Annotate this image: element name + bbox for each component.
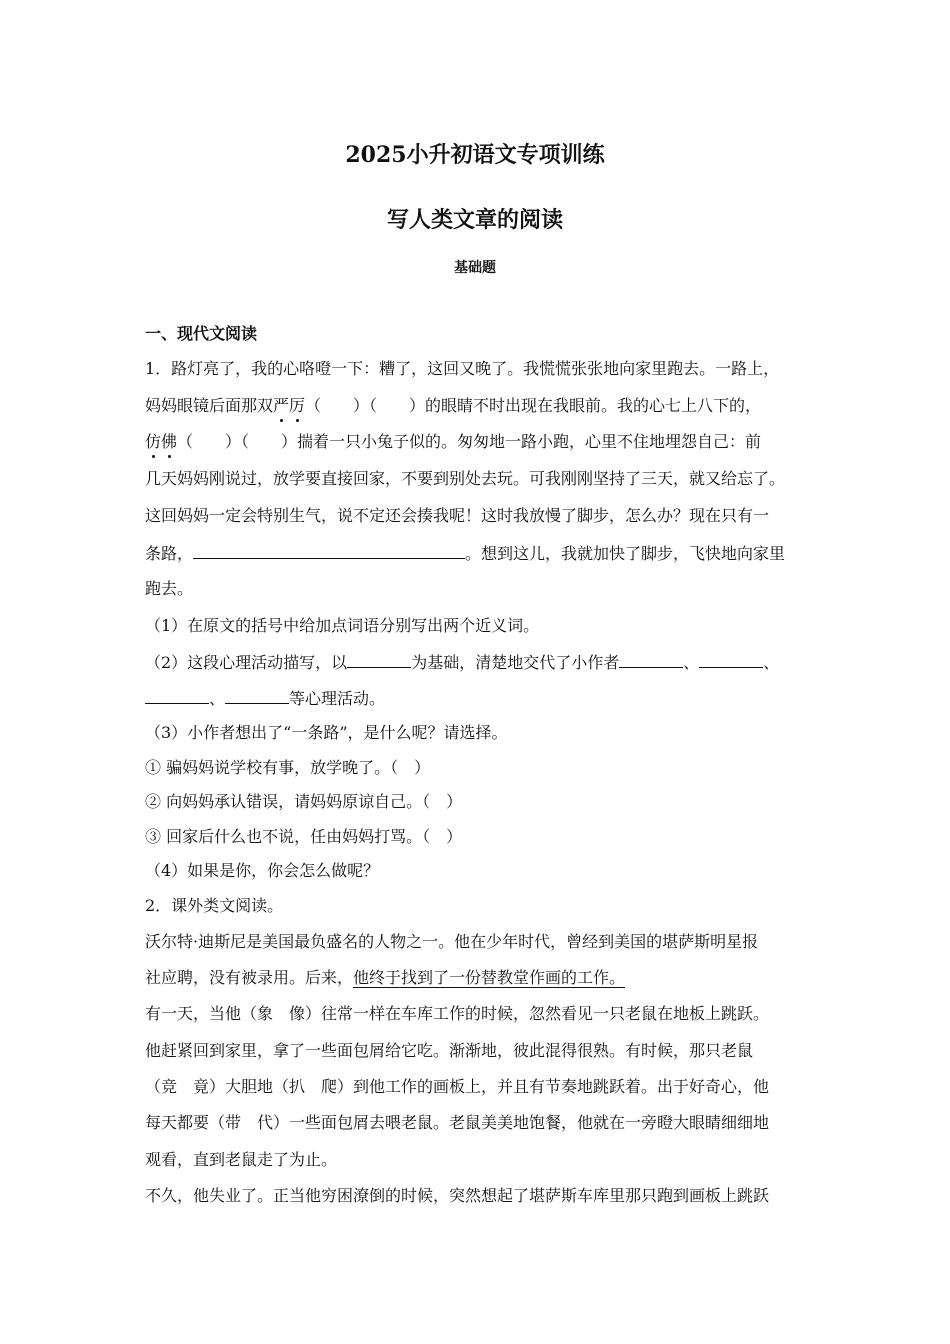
- difficulty-level: 基础题: [454, 260, 496, 276]
- dotted-char: 佛: [161, 432, 178, 451]
- passage-text: （ ）（ ）揣着一只小兔子似的。匆匆地一路小跑，心里不住地埋怨自己：前: [177, 432, 762, 451]
- passage2-line2: [145, 967, 625, 989]
- question-text: 、: [683, 653, 700, 672]
- answer-blank[interactable]: [699, 651, 763, 668]
- passage1-line1: 1．路灯亮了，我的心咯噔一下：糟了，这回又晚了。我慌慌张张地向家里跑去。一路上，: [145, 359, 780, 378]
- passage2-line8: 不久，他失业了。正当他穷困潦倒的时候，突然想起了堪萨斯车库里那只跑到画板上跳跃: [145, 1186, 770, 1205]
- section-heading-extracurricular: 2．课外类文阅读。: [145, 896, 284, 915]
- passage-text: 妈妈眼镜后面那双: [145, 396, 274, 415]
- question-2: [145, 651, 779, 674]
- option-1[interactable]: ① 骗妈妈说学校有事，放学晚了。（ ）: [145, 758, 431, 777]
- dotted-char: 仿: [145, 432, 162, 451]
- answer-blank[interactable]: [145, 687, 209, 704]
- passage1-line3: [145, 431, 761, 453]
- option-2[interactable]: ② 向妈妈承认错误，请妈妈原谅自己。（ ）: [145, 792, 463, 811]
- passage2-line4: 他赶紧回到家里，拿了一些面包屑给它吃。渐渐地，彼此混得很熟。有时候，那只老鼠: [145, 1041, 754, 1060]
- passage-text: 社应聘，没有被录用。后来，: [145, 968, 354, 987]
- passage-text: （ ）（ ）的眼睛不时出现在我眼前。我的心七上八下的，: [305, 396, 762, 415]
- dotted-char: 厉: [289, 396, 306, 415]
- option-3[interactable]: ③ 回家后什么也不说，任由妈妈打骂。（ ）: [145, 827, 463, 846]
- question-1: （1）在原文的括号中给加点词语分别写出两个近义词。: [145, 616, 540, 635]
- passage1-line5: 这回妈妈一定会特别生气，说不定还会揍我呢！这时我放慢了脚步，怎么办？现在只有一: [145, 506, 770, 525]
- passage1-line6: [145, 542, 785, 565]
- passage1-line4: 几天妈妈刚说过，放学要直接回家，不要到别处去玩。可我刚刚坚持了三天，就又给忘了。: [145, 469, 786, 488]
- question-text: 等心理活动。: [289, 689, 386, 708]
- passage-text: 。想到这儿，我就加快了脚步，飞快地向家里: [465, 544, 786, 563]
- question-text: （2）这段心理活动描写，以: [145, 653, 348, 672]
- section-heading-modern-reading: 一、现代文阅读: [145, 324, 258, 343]
- document-title: 2025小升初语文专项训练: [345, 142, 605, 168]
- question-2-continued: [145, 687, 385, 710]
- passage2-line3: 有一天，当他（象 像）往常一样在车库工作的时候，忽然看见一只老鼠在地板上跳跃。: [145, 1004, 770, 1023]
- passage1-line7: 跑去。: [145, 579, 194, 598]
- question-3: （3）小作者想出了“一条路”，是什么呢？请选择。: [145, 723, 508, 742]
- document-subtitle: 写人类文章的阅读: [386, 207, 563, 233]
- passage-text: 条路，: [145, 544, 194, 563]
- question-text: 、: [763, 653, 780, 672]
- question-text: 为基础，清楚地交代了小作者: [411, 653, 620, 672]
- question-4: （4）如果是你，你会怎么做呢？: [145, 861, 380, 880]
- underlined-sentence: 他终于找到了一份替教堂作画的工作。: [353, 968, 626, 987]
- passage1-line2: [145, 395, 761, 417]
- question-text: 、: [209, 689, 226, 708]
- answer-blank[interactable]: [193, 542, 465, 559]
- passage2-line6: 每天都要（带 代）一些面包屑去喂老鼠。老鼠美美地饱餐，他就在一旁瞪大眼睛细细地: [145, 1113, 770, 1132]
- answer-blank[interactable]: [347, 651, 411, 668]
- dotted-char: 严: [273, 396, 290, 415]
- passage2-line7: 观看，直到老鼠走了为止。: [145, 1150, 338, 1169]
- answer-blank[interactable]: [225, 687, 289, 704]
- passage2-line5: （竞 竟）大胆地（扒 爬）到他工作的画板上，并且有节奏地跳跃着。出于好奇心，他: [145, 1077, 770, 1096]
- answer-blank[interactable]: [619, 651, 683, 668]
- passage2-line1: 沃尔特·迪斯尼是美国最负盛名的人物之一。他在少年时代，曾经到美国的堪萨斯明星报: [145, 932, 759, 951]
